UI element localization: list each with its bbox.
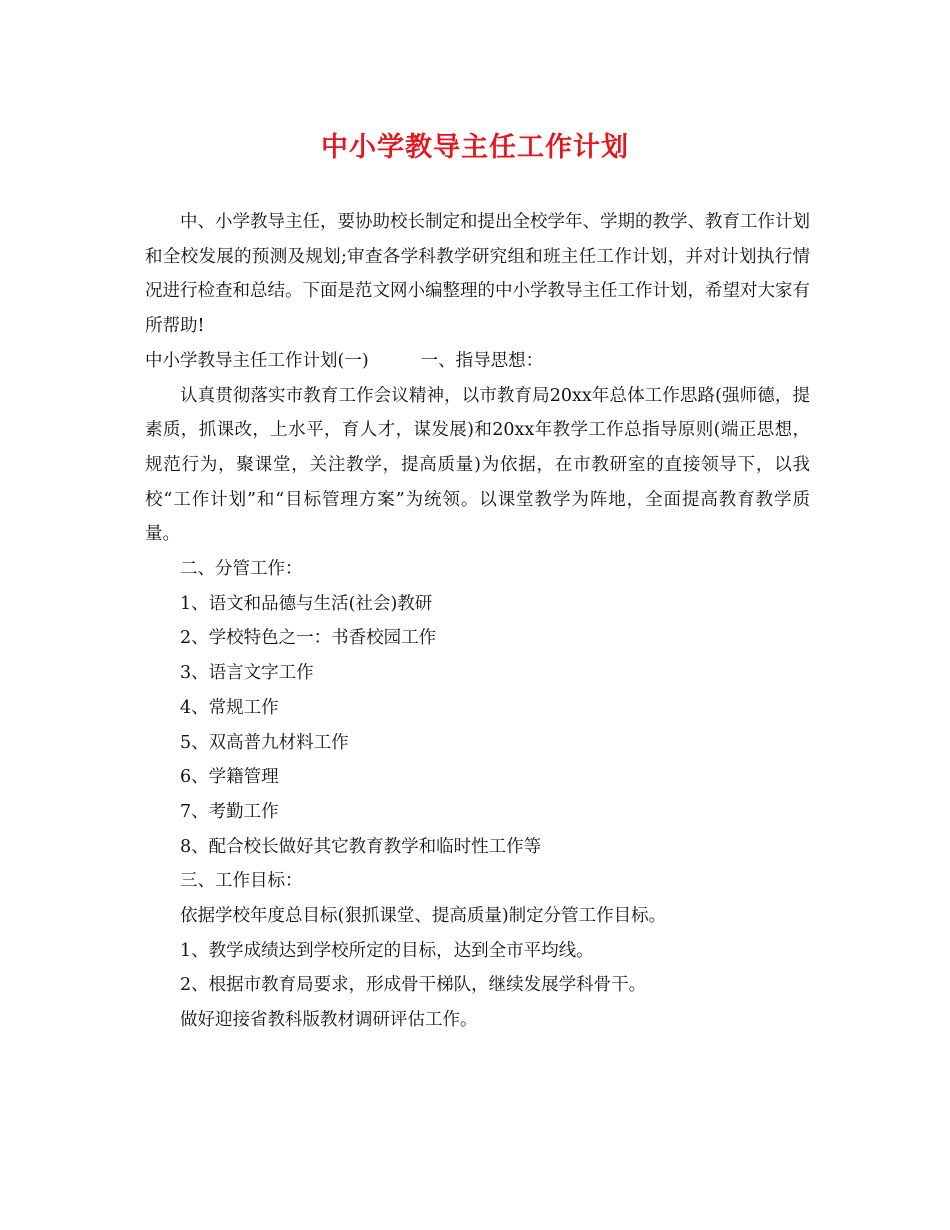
document-body: [145, 205, 810, 1038]
list-item: 5、双高普九材料工作: [180, 732, 349, 753]
list-item: 7、考勤工作: [180, 801, 279, 822]
list-item: 8、配合校长做好其它教育教学和临时性工作等: [180, 836, 542, 857]
section3-line: 依据学校年度总目标(狠抓课堂、提高质量)制定分管工作目标。: [180, 906, 667, 927]
intro-paragraph: 中、小学教导主任，要协助校长制定和提出全校学年、学期的教学、教育工作计划和全校发展的预测及规划;审查各学科教学研究组和班主任工作计划，并对计划执行情况进行检查和总结。下面是范文网小编整理的中小学教导主任工作计划，希望对大家有所帮助!: [145, 212, 810, 337]
section1-paragraph: 认真贯彻落实市教育工作会议精神，以市教育局20xx年总体工作思路(强师德，提素质，抓课改，上水平，育人才，谋发展)和20xx年教学工作总指导原则(端正思想，规范行为，聚课堂，关注教学，提高质量)为依据，在市教研室的直接领导下，以我校“工作计划”和“目标管理方案”为统领。以课堂教学为阵地，全面提高教育教学质量。: [145, 385, 810, 545]
section1-heading: 一、指导思想：: [420, 350, 544, 371]
list-item: 1、语文和品德与生活(社会)教研: [180, 593, 433, 614]
section3-line: 1、教学成绩达到学校所定的目标，达到全市平均线。: [180, 940, 594, 961]
list-item: 2、学校特色之一：书香校园工作: [180, 628, 437, 649]
list-item: 6、学籍管理: [180, 767, 279, 788]
plan-heading-line: [145, 344, 810, 379]
document-title: 中小学教导主任工作计划: [321, 132, 629, 163]
section3-line: 做好迎接省教科版教材调研评估工作。: [180, 1010, 478, 1031]
section3-heading: 三、工作目标：: [180, 871, 303, 892]
list-item: 3、语言文字工作: [180, 663, 314, 684]
plan-heading: 中小学教导主任工作计划(一): [145, 350, 369, 371]
list-item: 4、常规工作: [180, 697, 279, 718]
section3-line: 2、根据市教育局要求，形成骨干梯队，继续发展学科骨干。: [180, 975, 647, 996]
section2-heading: 二、分管工作：: [180, 559, 303, 580]
